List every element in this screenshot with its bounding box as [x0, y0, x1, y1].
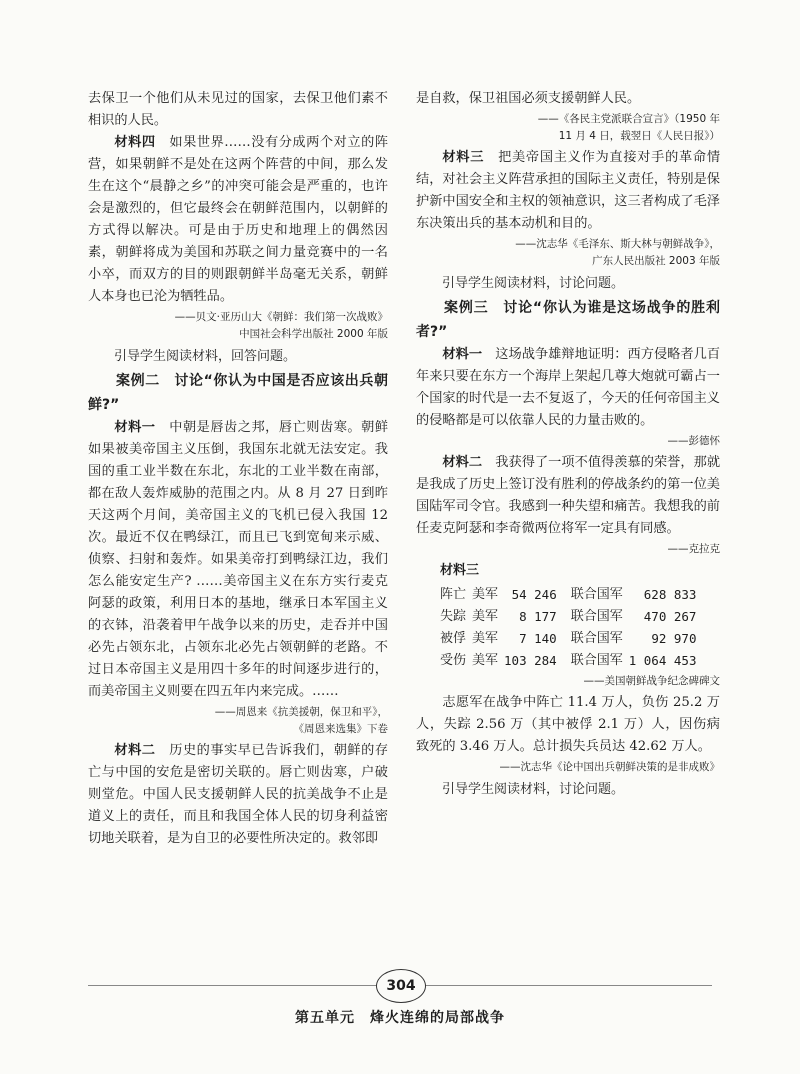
un-forces-value: 1 064 453: [628, 653, 697, 668]
case-three-material-two-source: ——克拉克: [667, 543, 720, 555]
case-two-material-three-text: 把美帝国主义作为直接对手的革命情结，对社会主义阵营承担的国际主义责任，特别是保护新中国安全和主权的领袖意识，这三者构成了毛泽东决策出兵的基本动机和目的。: [416, 150, 721, 231]
us-army-label: 美军: [472, 631, 499, 646]
casualty-category: 被俘: [440, 631, 467, 646]
material-four-source-line1: ——贝文·亚历山大《朝鲜：我们第一次战败》: [174, 311, 388, 323]
case-three-material-one-label: 材料一: [442, 347, 483, 362]
material-four-source-line2: 中国社会科学出版社 2000 年版: [239, 328, 388, 340]
un-forces-label: 联合国军: [570, 609, 623, 624]
case-three-material-two-text: 我获得了一项不值得羡慕的荣誉，那就是我成了历史上签订没有胜利的停战条约的第一位美国陆军司令官。我感到一种失望和痛苦。我想我的前任麦克阿瑟和李奇微两位将军一定具有同感。: [416, 455, 721, 536]
us-army-value: 54 246: [511, 587, 557, 602]
case-three-material-two-label: 材料二: [442, 455, 483, 470]
material-four-source: [88, 309, 388, 343]
case-three-material-three-source: ——沈志华《论中国出兵朝鲜决策的是非成败》: [499, 761, 720, 773]
guide-text-1: 引导学生阅读材料，回答问题。: [114, 349, 297, 364]
casualty-row: [440, 606, 710, 628]
intro-continuation: 去保卫一个他们从未见过的国家，去保卫他们素不相识的人民。: [88, 91, 388, 128]
case-two-material-two-continuation: 是自救，保卫祖国必须支援朝鲜人民。: [416, 91, 641, 106]
us-army-label: 美军: [472, 609, 499, 624]
casualty-category: 失踪: [440, 609, 467, 624]
case-three-material-one: [416, 344, 720, 432]
case-three-heading: 案例三 讨论“你认为谁是这场战争的胜利者?”: [416, 300, 720, 340]
material-four: [88, 132, 388, 308]
un-forces-label: 联合国军: [570, 631, 623, 646]
material-four-text: 如果世界……没有分成两个对立的阵营，如果朝鲜不是处在这两个阵营的中间，那么发生在这个“晨静之乡”的冲突可能会是严重的，也许会是激烈的，但它最终会在朝鲜范围内，以朝鲜的方式得以解决。可是由于历史和地理上的偶然因素，朝鲜将成为美国和苏联之间力量竞赛中的一名小卒，而双方的目的则跟朝鲜半岛毫无关系，朝鲜人本身也已沦为牺牲品。: [88, 135, 389, 304]
case-two-material-two-source-line2: 11 月 4 日，载翌日《人民日报》）: [558, 130, 720, 142]
us-army-value: 103 284: [504, 653, 557, 668]
us-army-value: 8 177: [519, 609, 557, 624]
case-two-heading: 案例二 讨论“你认为中国是否应该出兵朝鲜?”: [88, 373, 388, 413]
page-number: 304: [376, 969, 426, 1003]
un-forces-value: 92 970: [651, 631, 697, 646]
us-army-label: 美军: [472, 653, 499, 668]
casualty-table-source: ——美国朝鲜战争纪念碑碑文: [583, 675, 720, 687]
us-army-value: 7 140: [519, 631, 557, 646]
guide-text-3: 引导学生阅读材料，讨论问题。: [442, 782, 625, 797]
case-two-material-three-source-line1: ——沈志华《毛泽东、斯大林与朝鲜战争》，: [515, 238, 720, 250]
casualty-table: [440, 584, 710, 672]
case-two-material-one-label: 材料一: [114, 420, 156, 435]
casualty-row: [440, 584, 710, 606]
left-column: [88, 88, 388, 850]
us-army-label: 美军: [472, 587, 499, 602]
case-two-material-three-source: [416, 236, 720, 270]
un-forces-label: 联合国军: [570, 653, 623, 668]
case-three-material-two: [416, 452, 720, 540]
casualty-category: 阵亡: [440, 587, 467, 602]
un-forces-value: 628 833: [643, 587, 697, 602]
case-two-material-two: [88, 740, 388, 850]
case-two-material-three: [416, 147, 720, 235]
case-two-material-three-label: 材料三: [442, 150, 485, 165]
material-four-label: 材料四: [114, 135, 156, 150]
un-forces-label: 联合国军: [570, 587, 623, 602]
case-three-material-three-label: 材料三: [440, 563, 480, 578]
casualty-category: 受伤: [440, 653, 467, 668]
case-two-material-three-source-line2: 广东人民出版社 2003 年版: [592, 255, 720, 267]
guide-text-2: 引导学生阅读材料，讨论问题。: [442, 276, 625, 291]
casualty-table-body: [440, 584, 710, 672]
case-three-material-one-source: ——彭德怀: [667, 435, 720, 447]
case-two-material-one-source-line1: ——周恩来《抗美援朝，保卫和平》，: [214, 706, 388, 718]
un-forces-value: 470 267: [643, 609, 697, 624]
unit-title: 第五单元 烽火连绵的局部战争: [295, 1010, 505, 1026]
casualty-row: [440, 650, 710, 672]
case-three-material-three-text: 志愿军在战争中阵亡 11.4 万人，负伤 25.2 万人，失踪 2.56 万（其中被俘 2.1 万）人，因伤病致死的 3.46 万人。总计损失兵员达 42.62 万人。: [416, 695, 720, 754]
case-two-material-two-source-line1: ——《各民主党派联合宣言》（1950 年: [537, 113, 720, 125]
case-two-material-two-source: [416, 111, 720, 145]
casualty-row: [440, 628, 710, 650]
case-two-material-one-source-line2: 《周恩来选集》下卷: [293, 723, 388, 735]
case-three-material-one-text: 这场战争雄辩地证明：西方侵略者几百年来只要在东方一个海岸上架起几尊大炮就可霸占一个国家的时代是一去不复返了，今天的任何帝国主义的侵略都是可以依靠人民的力量击败的。: [416, 347, 721, 428]
right-column: [416, 88, 720, 802]
case-two-material-two-text: 历史的事实早已告诉我们，朝鲜的存亡与中国的安危是密切关联的。唇亡则齿寒，户破则堂危。中国人民支援朝鲜人民的抗美战争不止是道义上的责任，而且和我国全体人民的切身利益密切地关联着，是为自卫的必要性所决定的。救邻即: [88, 743, 389, 846]
case-two-material-two-label: 材料二: [114, 743, 156, 758]
case-two-material-one-source: [88, 704, 388, 738]
case-two-material-one-text: 中朝是唇齿之邦，唇亡则齿寒。朝鲜如果被美帝国主义压倒，我国东北就无法安定。我国的重工业半数在东北，东北的工业半数在南部，都在敌人轰炸威胁的范围之内。从 8 月 27 日到昨天这两个月间，美帝国主义的飞机已侵入我国 12 次。最近不仅在鸭绿江，而且已飞到宽甸来示威、侦察、扫射和轰炸。如果美帝打到鸭绿江边，我们怎么能安定生产? ……美帝国主义在东方实行麦克阿瑟的政策，利用日本的基地，继承日本军国主义的衣钵，沿袭着甲午战争以来的历史，走吞并中国必先占领东北，占领东北必先占领朝鲜的老路。不过日本帝国主义是用四十多年的时间逐步进行的，而美帝国主义则要在四五年内来完成。……: [88, 420, 389, 699]
case-two-material-one: [88, 417, 388, 703]
